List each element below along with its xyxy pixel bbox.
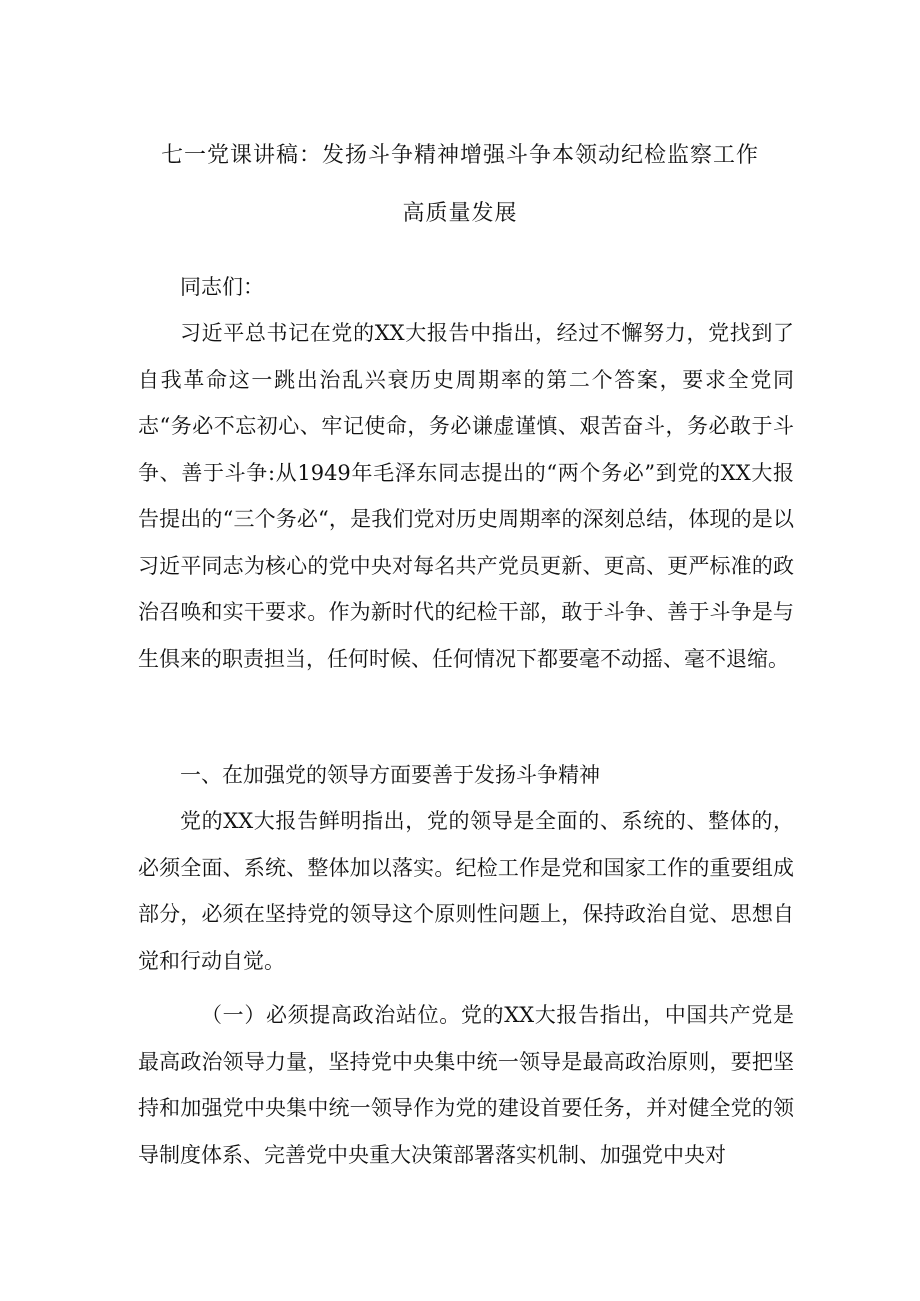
paragraph-subsection-1-1: （一）必须提高政治站位。党的XX大报告指出，中国共产党是最高政治领导力量，坚持党中央集中统一领导是最高政治原则，要把坚持和加强党中央集中统一领导作为党的建设首要任务，并对健全党的领导制度体系、完善党中央重大决策部署落实机制、加强党中央对 — [138, 1003, 794, 1167]
paragraph-section-1: 党的XX大报告鲜明指出，党的领导是全面的、系统的、整体的，必须全面、系统、整体加以落实。纪检工作是党和国家工作的重要组成部分，必须在坚持党的领导这个原则性问题上，保持政治自觉、思想自觉和行动自觉。 — [138, 809, 794, 973]
section-heading-1: 一、在加强党的领导方面要善于发扬斗争精神 — [180, 763, 600, 787]
paragraph-intro: 习近平总书记在党的XX大报告中指出，经过不懈努力，党找到了自我革命这一跳出治乱兴衰历史周期率的第二个答案，要求全党同志“务必不忘初心、牢记使命，务必谦虚谨慎、艰苦奋斗，务必敢于斗争、善于斗争:从1949年毛泽东同志提出的“两个务必”到党的XX大报告提出的“三个务必“，是我们党对历史周期率的深刻总结，体现的是以习近平同志为核心的党中央对每名共产党员更新、更高、更严标准的政治召唤和实干要求。作为新时代的纪检干部，敢于斗争、善于斗争是与生俱来的职责担当，任何时候、任何情况下都要毫不动摇、毫不退缩。 — [138, 321, 794, 671]
document-title-line-1: 七一党课讲稿：发扬斗争精神增强斗争本领动纪检监察工作 — [160, 143, 759, 168]
greeting: 同志们： — [180, 275, 264, 299]
document-title-line-2: 高质量发展 — [402, 201, 518, 226]
